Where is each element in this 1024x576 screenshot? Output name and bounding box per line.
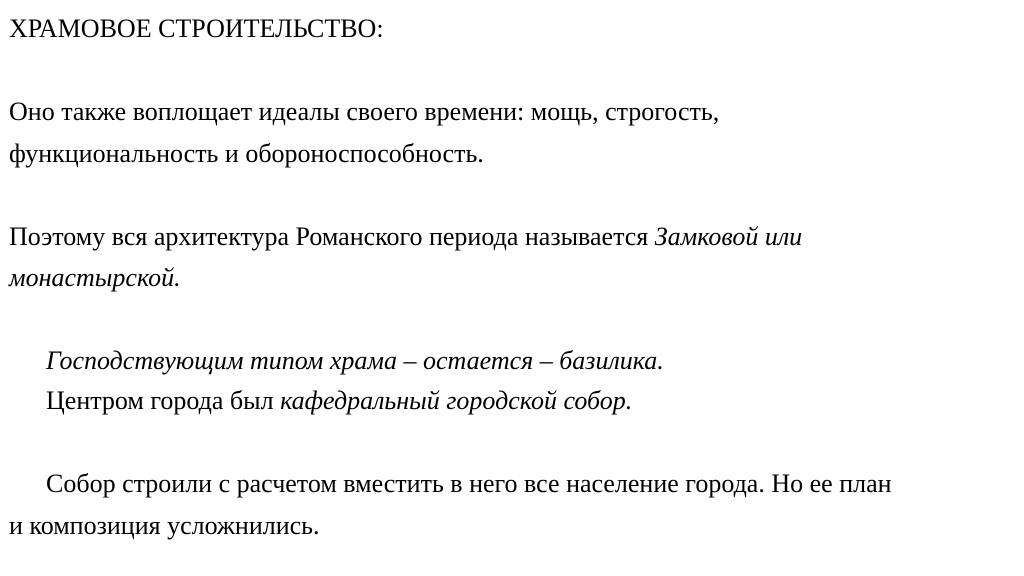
paragraph-1-line-1: Оно также воплощает идеалы своего времени: мощь, строгость, — [9, 97, 720, 126]
paragraph-3-line-2 — [46, 386, 632, 416]
slide-title: ХРАМОВОЕ СТРОИТЕЛЬСТВО: — [9, 14, 384, 43]
paragraph-4-line-2: и композиция усложнились. — [9, 511, 320, 540]
paragraph-4-line-1: Собор строили с расчетом вместить в него все население города. Но ее план — [46, 469, 892, 498]
paragraph-2-line-1 — [9, 222, 802, 252]
paragraph-1-line-2: функциональность и обороноспособность. — [9, 139, 484, 168]
paragraph-2-italic-text: Замковой или — [654, 222, 803, 251]
paragraph-2-plain-text: Поэтому вся архитектура Романского периода называется — [9, 222, 655, 251]
paragraph-3-plain-text: Центром города был — [46, 386, 281, 415]
paragraph-2-line-2: монастырской. — [9, 263, 181, 292]
paragraph-3-line-1: Господствующим типом храма – остается – базилика. — [46, 346, 664, 375]
paragraph-3-italic-text: кафедральный городской собор. — [280, 386, 633, 415]
